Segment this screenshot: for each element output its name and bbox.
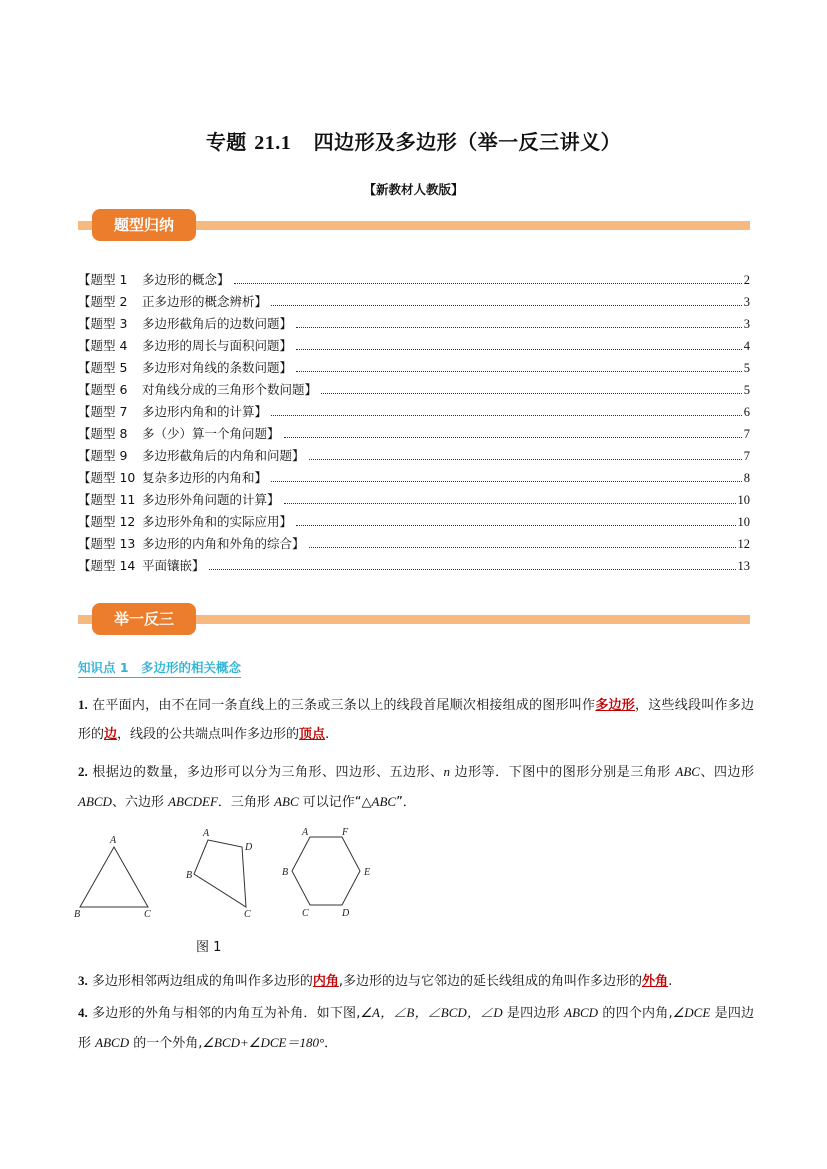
toc-type: 【题型 13 [78, 536, 136, 551]
text: ．三角形 [217, 795, 275, 810]
toc-title: 对角线分成的三角形个数问题】 [142, 382, 318, 397]
triangle-shape [80, 847, 148, 907]
toc-row[interactable] [78, 530, 750, 552]
text: 根据边的数量，多边形可以分为三角形、四边形、五边形、 [87, 765, 444, 780]
toc-label [78, 402, 267, 420]
toc-row[interactable] [78, 376, 750, 398]
toc-row[interactable] [78, 552, 750, 574]
paragraph-4 [78, 998, 754, 1058]
math-abcdef: ABCDEF [168, 794, 218, 809]
math-abc: ABC [371, 794, 397, 809]
banner-examples-label: 举一反三 [92, 603, 196, 635]
label-e: E [364, 867, 371, 878]
toc-page: 3 [743, 317, 750, 331]
toc-leader-dots [284, 503, 736, 504]
toc-page: 10 [737, 493, 750, 507]
paragraph-2 [78, 757, 754, 817]
toc-title: 多边形的内角和外角的综合】 [142, 536, 305, 551]
toc-page: 6 [743, 405, 750, 419]
math-abc: ABC [675, 764, 700, 779]
toc-label [78, 468, 267, 486]
term-exterior-angle: 外角 [642, 974, 669, 989]
label-b: B [282, 867, 289, 878]
text: 是四边形 [502, 1006, 565, 1021]
toc-page: 8 [743, 471, 750, 485]
label-a: A [203, 828, 210, 839]
text: 多边形相邻两边组成的角叫作多边形的 [87, 974, 313, 989]
toc-page: 4 [743, 339, 750, 353]
toc-type: 【题型 3 [78, 316, 128, 331]
math-angles: ∠A，∠B，∠BCD，∠D [360, 1005, 503, 1020]
toc-leader-dots [296, 349, 742, 350]
toc-leader-dots [284, 437, 742, 438]
text: ”． [396, 795, 416, 810]
paragraph-3 [78, 966, 754, 996]
item-number: 2. [78, 764, 88, 779]
toc-page: 7 [743, 427, 750, 441]
toc-leader-dots [309, 459, 742, 460]
toc-label [78, 490, 280, 508]
quadrilateral-abcd [186, 828, 253, 920]
toc-label [78, 292, 267, 310]
toc-leader-dots [296, 371, 742, 372]
toc-row[interactable] [78, 398, 750, 420]
toc-title: 多边形内角和的计算】 [142, 404, 268, 419]
toc-title: 多边形的概念】 [142, 272, 230, 287]
toc-label [78, 424, 280, 442]
toc-type: 【题型 12 [78, 514, 136, 529]
toc-row[interactable] [78, 266, 750, 288]
toc-label [78, 446, 305, 464]
text: 在平面内，由不在同一条直线上的三条或三条以上的线段首尾顺次相接组成的图形叫作 [87, 698, 596, 713]
toc-page: 5 [743, 361, 750, 375]
toc-title: 正多边形的概念辨析】 [142, 294, 268, 309]
term-vertex: 顶点 [299, 727, 326, 742]
math-abcd: ABCD [564, 1005, 599, 1020]
toc-row[interactable] [78, 442, 750, 464]
toc-row[interactable] [78, 464, 750, 486]
math-abcd: ABCD [78, 794, 112, 809]
text: ，线段的公共端点叫作多边形的 [117, 727, 300, 742]
toc-title: 多边形截角后的边数问题】 [142, 316, 293, 331]
item-number: 1. [78, 697, 88, 712]
toc-type: 【题型 6 [78, 382, 128, 397]
toc-type: 【题型 8 [78, 426, 128, 441]
toc-page: 3 [743, 295, 750, 309]
toc-page: 12 [737, 537, 750, 551]
banner-summary [78, 207, 750, 245]
toc-type: 【题型 1 [78, 272, 128, 287]
toc-label [78, 270, 230, 288]
toc-type: 【题型 7 [78, 404, 128, 419]
toc-title: 平面镶嵌】 [142, 558, 205, 573]
toc-label [78, 534, 305, 552]
text: 、六边形 [111, 795, 169, 810]
label-b: B [74, 909, 81, 920]
toc-type: 【题型 9 [78, 448, 128, 463]
label-a: A [302, 827, 309, 838]
item-number: 3. [78, 973, 88, 988]
math-dce: ∠DCE [672, 1005, 711, 1020]
term-polygon: 多边形 [595, 698, 636, 713]
toc-type: 【题型 10 [78, 470, 136, 485]
text: . [325, 727, 330, 742]
label-d: D [245, 842, 253, 853]
toc-page: 5 [743, 383, 750, 397]
toc-row[interactable] [78, 508, 750, 530]
toc-page: 7 [743, 449, 750, 463]
toc-leader-dots [234, 283, 742, 284]
toc-row[interactable] [78, 354, 750, 376]
label-d: D [342, 908, 350, 919]
toc-leader-dots [296, 525, 735, 526]
toc-label [78, 556, 205, 574]
title-number: 21.1 [254, 132, 292, 154]
toc-leader-dots [321, 393, 742, 394]
text: ，这些线段叫作多边形的 [78, 698, 754, 742]
figure-polygons [70, 825, 390, 925]
toc-row[interactable] [78, 288, 750, 310]
triangle-abc [74, 835, 151, 920]
toc-row[interactable] [78, 420, 750, 442]
text: 的四个内角, [598, 1006, 673, 1021]
hexagon-abcdef [282, 827, 370, 919]
toc-leader-dots [296, 327, 742, 328]
page-title [0, 126, 827, 155]
label-b: B [186, 870, 193, 881]
toc-page: 2 [743, 273, 750, 287]
toc-title: 多边形外角和的实际应用】 [142, 514, 293, 529]
toc-label [78, 336, 292, 354]
quad-shape [194, 840, 246, 907]
toc-title: 多边形的周长与面积问题】 [142, 338, 293, 353]
title-text: 四边形及多边形（举一反三讲义） [313, 130, 622, 154]
toc-type: 【题型 14 [78, 558, 136, 573]
math-abc: ABC [274, 794, 299, 809]
text: 、四边形 [699, 765, 754, 780]
title-prefix: 专题 [205, 130, 247, 154]
label-c: C [302, 908, 309, 919]
toc-title: 多边形对角线的条数问题】 [142, 360, 293, 375]
subtitle: 【新教材人教版】 [363, 182, 464, 197]
text: ． [324, 1036, 338, 1051]
item-number: 4. [78, 1005, 88, 1020]
toc-label [78, 380, 317, 398]
text: 可以记作“△ [298, 795, 372, 810]
toc-row[interactable] [78, 332, 750, 354]
math-abcd: ABCD [95, 1035, 130, 1050]
toc-type: 【题型 2 [78, 294, 128, 309]
text: 多边形的外角与相邻的内角互为补角．如下图, [87, 1006, 361, 1021]
math-sum: ∠BCD+∠DCE＝180° [202, 1035, 325, 1050]
label-c: C [144, 909, 151, 920]
banner-summary-label: 题型归纳 [92, 209, 196, 241]
math-n: n [443, 764, 451, 779]
toc-label [78, 314, 292, 332]
hexagon-shape [292, 837, 360, 905]
toc-title: 复杂多边形的内角和】 [142, 470, 268, 485]
term-side: 边 [104, 727, 118, 742]
toc-label [78, 358, 292, 376]
text: 的一个外角, [129, 1036, 203, 1051]
toc-title: 多边形外角问题的计算】 [142, 492, 280, 507]
toc-leader-dots [209, 569, 736, 570]
toc-type: 【题型 5 [78, 360, 128, 375]
paragraph-1 [78, 690, 754, 749]
toc-page: 13 [737, 559, 750, 573]
toc-label [78, 512, 292, 530]
toc-page: 10 [737, 515, 750, 529]
toc-title: 多边形截角后的内角和问题】 [142, 448, 305, 463]
toc-leader-dots [271, 415, 742, 416]
term-interior-angle: 内角 [312, 974, 339, 989]
toc-leader-dots [271, 481, 742, 482]
figure-caption: 图 1 [196, 940, 222, 955]
toc-row[interactable] [78, 310, 750, 332]
text: ,多边形的边与它邻边的延长线组成的角叫作多边形的 [338, 974, 643, 989]
table-of-contents [78, 266, 750, 574]
toc-type: 【题型 11 [78, 492, 136, 507]
label-c: C [244, 909, 251, 920]
toc-leader-dots [271, 305, 742, 306]
label-a: A [110, 835, 117, 846]
knowledge-point-heading: 知识点 1 多边形的相关概念 [78, 658, 241, 678]
toc-row[interactable] [78, 486, 750, 508]
text: 边形等．下图中的图形分别是三角形 [450, 765, 676, 780]
banner-examples [78, 601, 750, 639]
text: 是四边形 [78, 1006, 755, 1051]
label-f: F [342, 827, 349, 838]
toc-leader-dots [309, 547, 736, 548]
toc-title: 多（少）算一个角问题】 [142, 426, 280, 441]
text: . [668, 974, 673, 989]
toc-type: 【题型 4 [78, 338, 128, 353]
